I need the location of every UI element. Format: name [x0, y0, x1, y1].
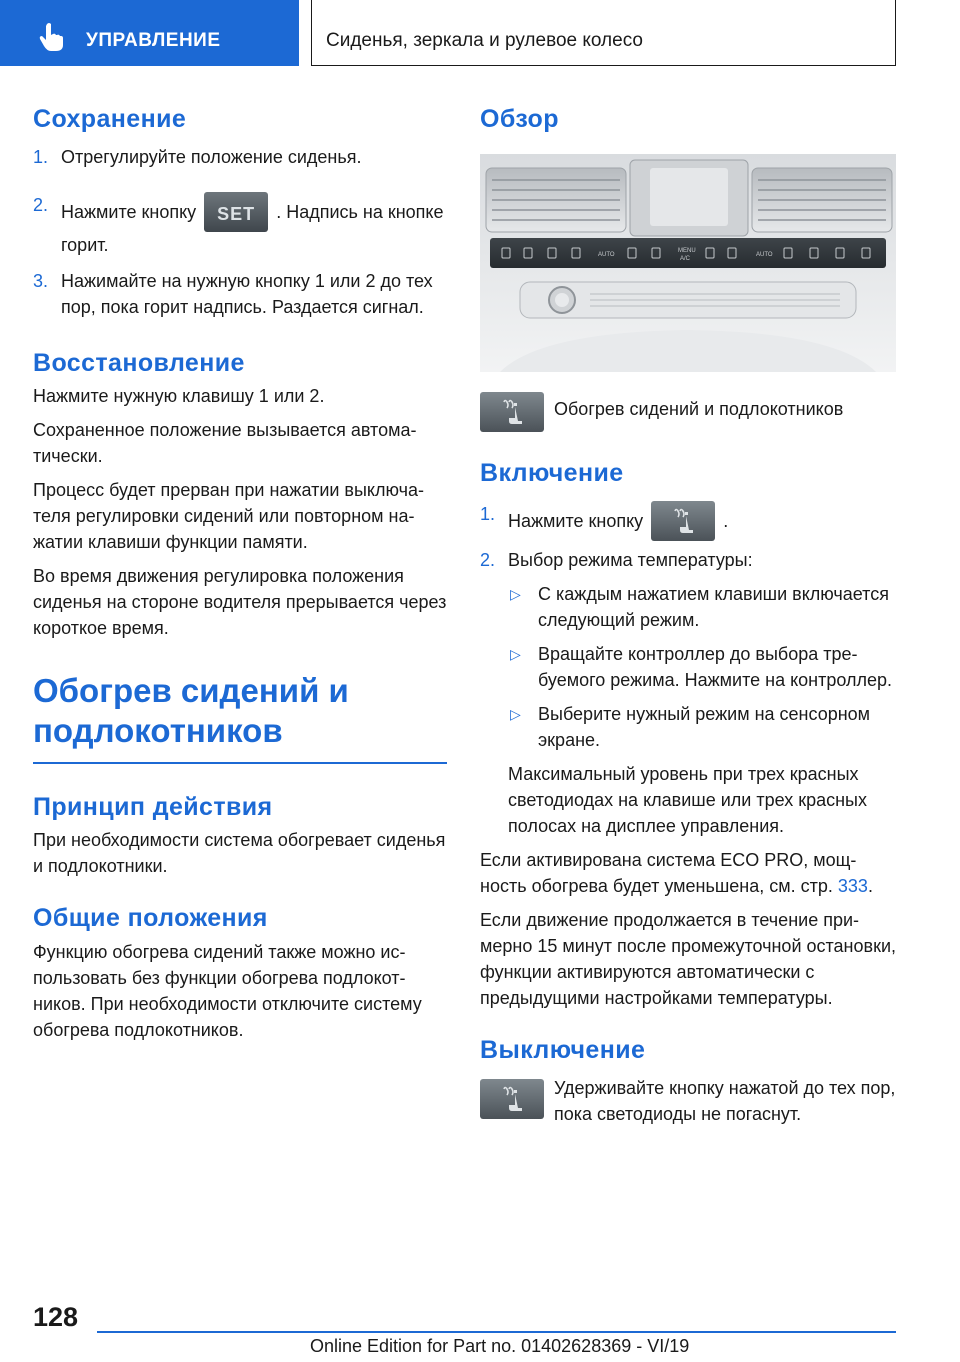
list-item: ▷ Выберите нужный режим на сенсорном экране.	[508, 701, 896, 753]
restore-heading: Восстановление	[33, 348, 245, 377]
off-row	[480, 1079, 896, 1127]
console-photo	[480, 154, 896, 372]
restore-paragraph: Процесс будет прерван при нажатии выключателя регулировки сидений или повторном нажатии клавиши функции памяти.	[33, 480, 424, 552]
on-steps	[480, 501, 896, 573]
mode-bullets	[480, 581, 896, 839]
list-item: 2. Выбор режима температуры:	[480, 550, 753, 570]
seat-heating-button	[480, 392, 544, 432]
seat-heating-button	[480, 1079, 544, 1119]
off-text: Удерживайте кнопку нажатой до тех пор, пока светодиоды не погаснут.	[554, 1077, 896, 1124]
section-tab[interactable]	[0, 0, 299, 66]
restore-paragraph: Нажмите нужную клавишу 1 или 2.	[33, 386, 325, 406]
off-heading: Выключение	[480, 1036, 646, 1064]
page-link[interactable]: 333	[837, 876, 868, 896]
heating-heading: Обогрев сидений и подлокотников	[33, 672, 349, 749]
list-item: 2. Нажмите кнопку SET . Надпись на кнопке горит.	[33, 192, 447, 258]
overview-caption-row	[480, 392, 896, 432]
set-button: SET	[204, 192, 268, 232]
restore-paragraph: Сохраненное положение вызывается автоматически.	[33, 420, 417, 466]
page-number: 128	[33, 1302, 79, 1332]
left-column	[33, 100, 447, 1043]
save-heading: Сохранение	[33, 105, 187, 133]
resume-text: Если движение продолжается в течение примерно 15 минут после промежуточной остановки, функции активируются автоматически с предыдущими настройками температуры.	[480, 910, 897, 1008]
triangle-bullet-icon: ▷	[510, 706, 521, 722]
footer-rule	[97, 1331, 896, 1333]
right-column	[480, 100, 896, 1127]
chapter-header	[311, 0, 896, 66]
general-text: Функцию обогрева сидений также можно использовать без функции обогрева подлокотников. При необходимости отключите систему обогрева подлокотников.	[33, 941, 422, 1040]
list-item: 1. Нажмите кнопку .	[480, 501, 896, 541]
triangle-bullet-icon: ▷	[510, 646, 521, 662]
seat-heating-icon	[500, 397, 524, 427]
eco-pro-text: Если активирована система ECO PRO, мощность обогрева будет уменьшена, см. стр. 333.	[480, 850, 873, 896]
svg-text:A/C: A/C	[680, 255, 691, 262]
on-heading: Включение	[480, 458, 624, 487]
principle-heading: Принцип действия	[33, 792, 273, 821]
svg-text:AUTO: AUTO	[598, 251, 615, 258]
principle-text: При необходимости система обогревает сиденья и подлокотники.	[33, 830, 446, 877]
section-label: УПРАВЛЕНИЕ	[86, 30, 221, 51]
seat-heating-icon	[671, 506, 695, 536]
overview-heading: Обзор	[480, 105, 559, 133]
save-steps	[33, 144, 447, 320]
triangle-bullet-icon: ▷	[510, 586, 521, 602]
max-level-note: Максимальный уровень при трех красных светодиодах на клавише или трех красных полосах на дисплее управления.	[508, 764, 867, 836]
overview-caption: Обогрев сидений и подлокотников	[554, 398, 844, 419]
svg-text:MENU: MENU	[678, 247, 696, 254]
list-item: 1. Отрегулируйте положение сиденья.	[33, 146, 362, 167]
restore-paragraph: Во время движения регулировка положения сиденья на стороне водителя прерывается через короткое время.	[33, 566, 447, 638]
edition-text: Online Edition for Part no. 01402628369 - VI/19	[310, 1336, 690, 1356]
hand-pointer-icon	[38, 22, 66, 52]
seat-heating-icon	[500, 1084, 524, 1114]
general-heading: Общие положения	[33, 904, 268, 933]
list-item: ▷ С каждым нажатием клавиши включается следующий режим.	[508, 581, 896, 633]
chapter-title: Сиденья, зеркала и рулевое колесо	[326, 30, 643, 51]
section-rule	[33, 762, 447, 764]
svg-text:AUTO: AUTO	[756, 251, 773, 258]
list-item: ▷ Вращайте контроллер до выбора требуемого режима. Нажмите на контроллер.	[508, 641, 896, 693]
list-item: 3. Нажимайте на нужную кнопку 1 или 2 до тех пор, пока горит надпись. Раздается сигнал.	[33, 270, 433, 317]
seat-heating-button	[651, 501, 715, 541]
